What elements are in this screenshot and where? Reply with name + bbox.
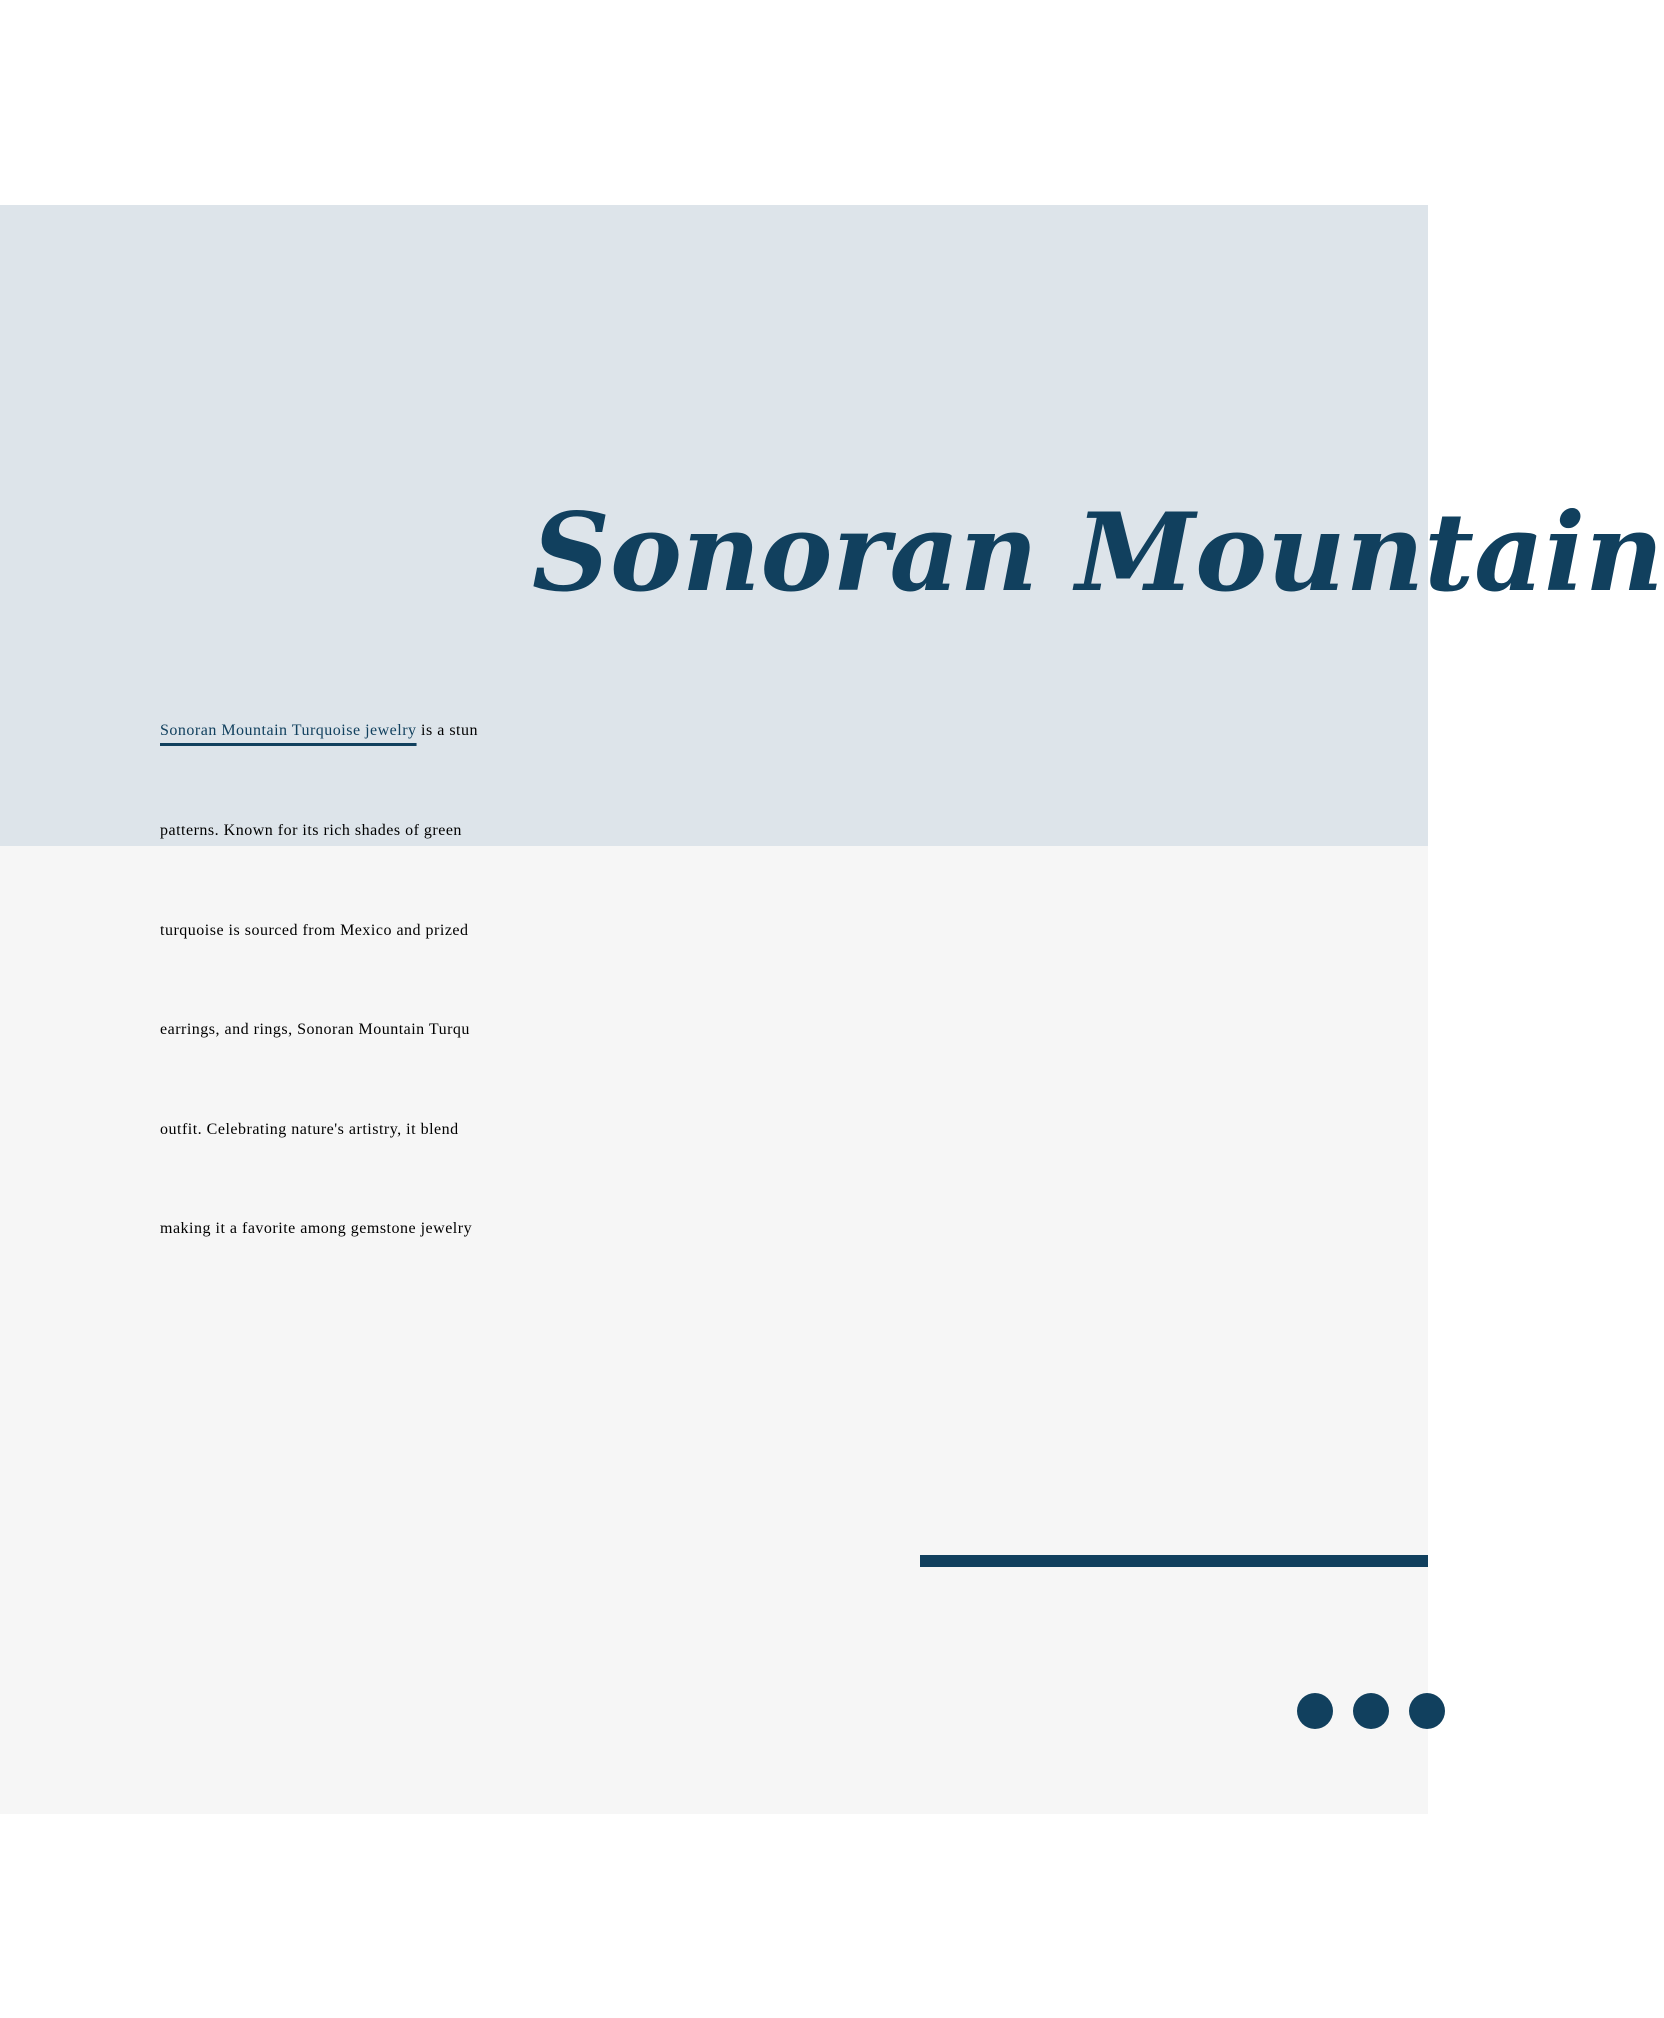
page-title: Sonoran Mountain: [532, 490, 1664, 616]
decorative-rule: [920, 1555, 1428, 1567]
body-line-1-text: is a stun: [416, 722, 478, 739]
body-line-1: [160, 681, 478, 781]
body-line-6: making it a favorite among gemstone jewelry: [160, 1220, 473, 1237]
body-line-3: turquoise is sourced from Mexico and prized: [160, 922, 469, 939]
dot-2: [1353, 1693, 1389, 1729]
dot-1: [1297, 1693, 1333, 1729]
body-line-5: outfit. Celebrating nature's artistry, it blend: [160, 1121, 459, 1138]
body-line-4: earrings, and rings, Sonoran Mountain Turqu: [160, 1021, 470, 1038]
dot-3: [1409, 1693, 1445, 1729]
body-line-2: patterns. Known for its rich shades of green: [160, 822, 462, 839]
turquoise-jewelry-link[interactable]: Sonoran Mountain Turquoise jewelry: [160, 722, 417, 739]
